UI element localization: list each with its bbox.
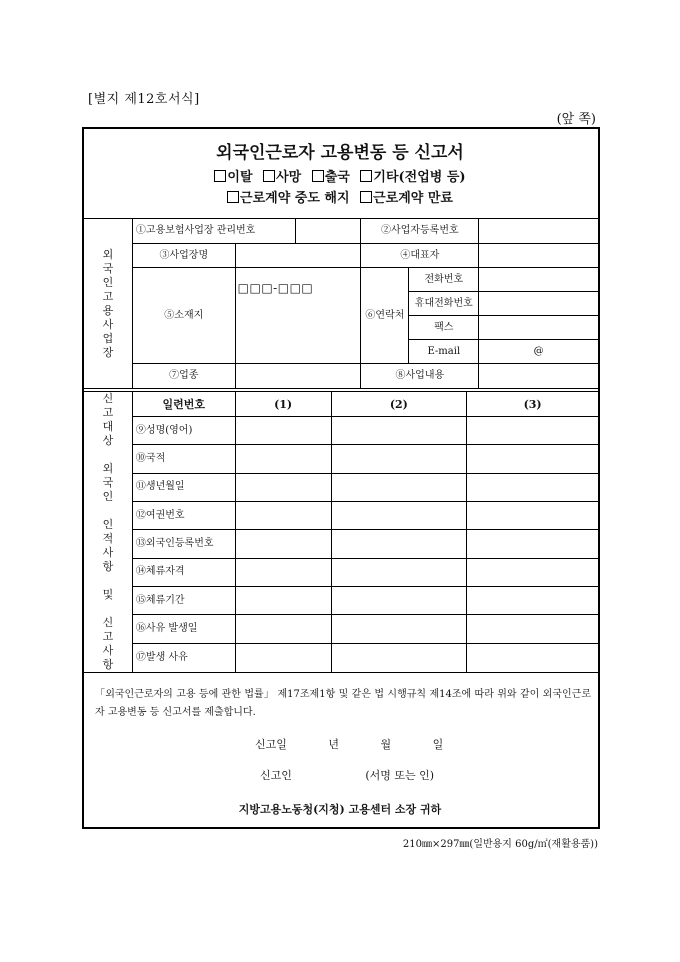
vertical-char: 용 bbox=[102, 303, 114, 317]
row-label: ⑯사유 발생일 bbox=[132, 615, 235, 643]
report-type-option[interactable] bbox=[360, 170, 465, 185]
entry-field[interactable] bbox=[235, 417, 331, 445]
entry-field[interactable] bbox=[331, 417, 467, 445]
vertical-char: 국 bbox=[102, 261, 114, 275]
entry-field[interactable] bbox=[331, 558, 467, 586]
phone-field[interactable] bbox=[479, 268, 599, 292]
row-label: ⑬외국인등록번호 bbox=[132, 530, 235, 558]
checkbox-icon[interactable] bbox=[214, 170, 226, 182]
vertical-char: 사 bbox=[102, 317, 114, 331]
fax-label: 팩스 bbox=[409, 316, 479, 340]
vertical-char bbox=[84, 448, 132, 462]
serial-label: 일련번호 bbox=[132, 392, 235, 417]
checkbox-icon[interactable] bbox=[312, 170, 324, 182]
business-desc-label: ⑧사업내용 bbox=[361, 364, 479, 389]
vertical-char: 고 bbox=[102, 289, 114, 303]
entry-field[interactable] bbox=[467, 417, 599, 445]
vertical-char: 외 bbox=[102, 462, 114, 475]
workers-section-label bbox=[84, 392, 133, 673]
column-header: (3) bbox=[467, 392, 599, 417]
vertical-char: 적 bbox=[102, 532, 114, 545]
addressee: 지방고용노동청(지청) 고용센터 소장 귀하 bbox=[238, 803, 442, 816]
report-type-row-2 bbox=[0, 187, 680, 206]
year-label: 년 bbox=[328, 738, 340, 751]
business-name-label: ③사업장명 bbox=[132, 244, 235, 268]
report-type-label: 이탈 bbox=[227, 170, 253, 185]
vertical-char: 고 bbox=[102, 406, 114, 419]
vertical-char: 장 bbox=[102, 345, 114, 359]
business-reg-field[interactable] bbox=[479, 219, 599, 244]
row-label: ⑫여권번호 bbox=[132, 502, 235, 530]
row-label: ⑮체류기간 bbox=[132, 586, 235, 614]
entry-field[interactable] bbox=[235, 502, 331, 530]
vertical-char: 신 bbox=[102, 616, 114, 629]
vertical-char: 사 bbox=[102, 546, 114, 559]
entry-field[interactable] bbox=[331, 615, 467, 643]
entry-field[interactable] bbox=[467, 615, 599, 643]
report-type-option[interactable] bbox=[263, 170, 301, 185]
vertical-char: 대 bbox=[102, 420, 114, 433]
vertical-label-text bbox=[84, 248, 132, 360]
contact-label: ⑥연락처 bbox=[361, 268, 409, 364]
email-at-sign: @ bbox=[533, 345, 544, 357]
business-reg-label: ②사업자등록번호 bbox=[361, 219, 479, 244]
row-label: ⑭체류자격 bbox=[132, 558, 235, 586]
entry-field[interactable] bbox=[331, 502, 467, 530]
vertical-char: 업 bbox=[102, 331, 114, 345]
vertical-char: 고 bbox=[102, 630, 114, 643]
entry-field[interactable] bbox=[331, 586, 467, 614]
entry-field[interactable] bbox=[235, 558, 331, 586]
address-label: ⑤소재지 bbox=[132, 268, 235, 364]
checkbox-icon[interactable] bbox=[227, 191, 239, 203]
column-header: (2) bbox=[331, 392, 467, 417]
entry-field[interactable] bbox=[235, 615, 331, 643]
vertical-char: 사 bbox=[102, 644, 114, 657]
report-date-row bbox=[255, 736, 481, 752]
entry-field[interactable] bbox=[467, 530, 599, 558]
entry-field[interactable] bbox=[235, 530, 331, 558]
row-label: ⑰발생 사유 bbox=[132, 643, 235, 672]
vertical-char: 항 bbox=[102, 658, 114, 671]
declaration-text: 「외국인근로자의 고용 등에 관한 법률」 제17조제1항 및 같은 법 시행규칙 제14조에 따라 위와 같이 외국인근로자 고용변동 등 신고서를 제출합니다. bbox=[95, 689, 591, 718]
entry-field[interactable] bbox=[331, 643, 467, 672]
vertical-char bbox=[84, 574, 132, 588]
workplace-section-label bbox=[84, 219, 133, 389]
representative-field[interactable] bbox=[479, 244, 599, 268]
workplace-table bbox=[83, 218, 599, 389]
report-type-option[interactable] bbox=[312, 170, 350, 185]
vertical-char: 상 bbox=[102, 434, 114, 447]
entry-field[interactable] bbox=[331, 530, 467, 558]
entry-field[interactable] bbox=[467, 558, 599, 586]
workers-table bbox=[83, 391, 599, 673]
vertical-char: 신 bbox=[102, 392, 114, 405]
entry-field[interactable] bbox=[235, 643, 331, 672]
vertical-char: 외 bbox=[102, 247, 114, 261]
checkbox-icon[interactable] bbox=[360, 170, 372, 182]
report-date-label: 신고일 bbox=[255, 738, 287, 751]
entry-field[interactable] bbox=[467, 643, 599, 672]
report-type-row-1 bbox=[0, 166, 680, 185]
page-side-label: (앞 쪽) bbox=[556, 112, 596, 127]
industry-field[interactable] bbox=[235, 364, 361, 389]
business-name-field[interactable] bbox=[235, 244, 361, 268]
email-label: E-mail bbox=[409, 340, 479, 364]
vertical-label-text bbox=[84, 392, 132, 672]
signature-label: (서명 또는 인) bbox=[365, 769, 435, 782]
report-type-label: 근로계약 만료 bbox=[373, 191, 453, 206]
address-field[interactable] bbox=[235, 268, 361, 364]
fax-field[interactable] bbox=[479, 316, 599, 340]
entry-field[interactable] bbox=[235, 445, 331, 473]
report-type-option[interactable] bbox=[227, 191, 350, 206]
vertical-char: 국 bbox=[102, 476, 114, 489]
report-type-option[interactable] bbox=[214, 170, 252, 185]
report-type-label: 근로계약 중도 해지 bbox=[240, 191, 350, 206]
vertical-char: 인 bbox=[102, 490, 114, 503]
paper-spec: 210㎜×297㎜(일반용지 60g/㎡(재활용품)) bbox=[402, 839, 598, 850]
entry-field[interactable] bbox=[467, 473, 599, 501]
entry-field[interactable] bbox=[235, 473, 331, 501]
reporter-row bbox=[260, 767, 434, 783]
industry-label: ⑦업종 bbox=[132, 364, 235, 389]
row-label: ⑪생년월일 bbox=[132, 473, 235, 501]
entry-field[interactable] bbox=[467, 586, 599, 614]
entry-field[interactable] bbox=[331, 473, 467, 501]
mobile-label: 휴대전화번호 bbox=[409, 292, 479, 316]
report-type-label: 출국 bbox=[324, 170, 350, 185]
mobile-field[interactable] bbox=[479, 292, 599, 316]
vertical-char bbox=[84, 504, 132, 518]
entry-field[interactable] bbox=[467, 445, 599, 473]
reporter-label: 신고인 bbox=[260, 769, 292, 782]
report-type-label: 기타(전업병 등) bbox=[373, 170, 466, 185]
vertical-char: 및 bbox=[102, 588, 114, 601]
insurance-no-field[interactable] bbox=[295, 219, 361, 244]
checkbox-icon[interactable] bbox=[263, 170, 275, 182]
row-label: ⑨성명(영어) bbox=[132, 417, 235, 445]
checkbox-icon[interactable] bbox=[360, 191, 372, 203]
report-type-label: 사망 bbox=[276, 170, 302, 185]
representative-label: ④대표자 bbox=[361, 244, 479, 268]
report-type-option[interactable] bbox=[360, 191, 453, 206]
business-desc-field[interactable] bbox=[479, 364, 599, 389]
entry-field[interactable] bbox=[331, 445, 467, 473]
column-header: (1) bbox=[235, 392, 331, 417]
month-label: 월 bbox=[380, 738, 392, 751]
email-field[interactable] bbox=[479, 340, 599, 364]
entry-field[interactable] bbox=[467, 502, 599, 530]
vertical-char: 인 bbox=[102, 275, 114, 289]
entry-field[interactable] bbox=[235, 586, 331, 614]
vertical-char: 항 bbox=[102, 560, 114, 573]
phone-label: 전화번호 bbox=[409, 268, 479, 292]
day-label: 일 bbox=[432, 738, 444, 751]
vertical-char: 인 bbox=[102, 518, 114, 531]
row-label: ⑩국적 bbox=[132, 445, 235, 473]
insurance-no-label: ①고용보험사업장 관리번호 bbox=[132, 219, 295, 244]
vertical-char bbox=[84, 602, 132, 616]
postal-code-mask: □□□-□□□ bbox=[237, 281, 314, 295]
form-id: [별지 제12호서식] bbox=[88, 92, 200, 107]
form-title: 외국인근로자 고용변동 등 신고서 bbox=[216, 143, 464, 163]
